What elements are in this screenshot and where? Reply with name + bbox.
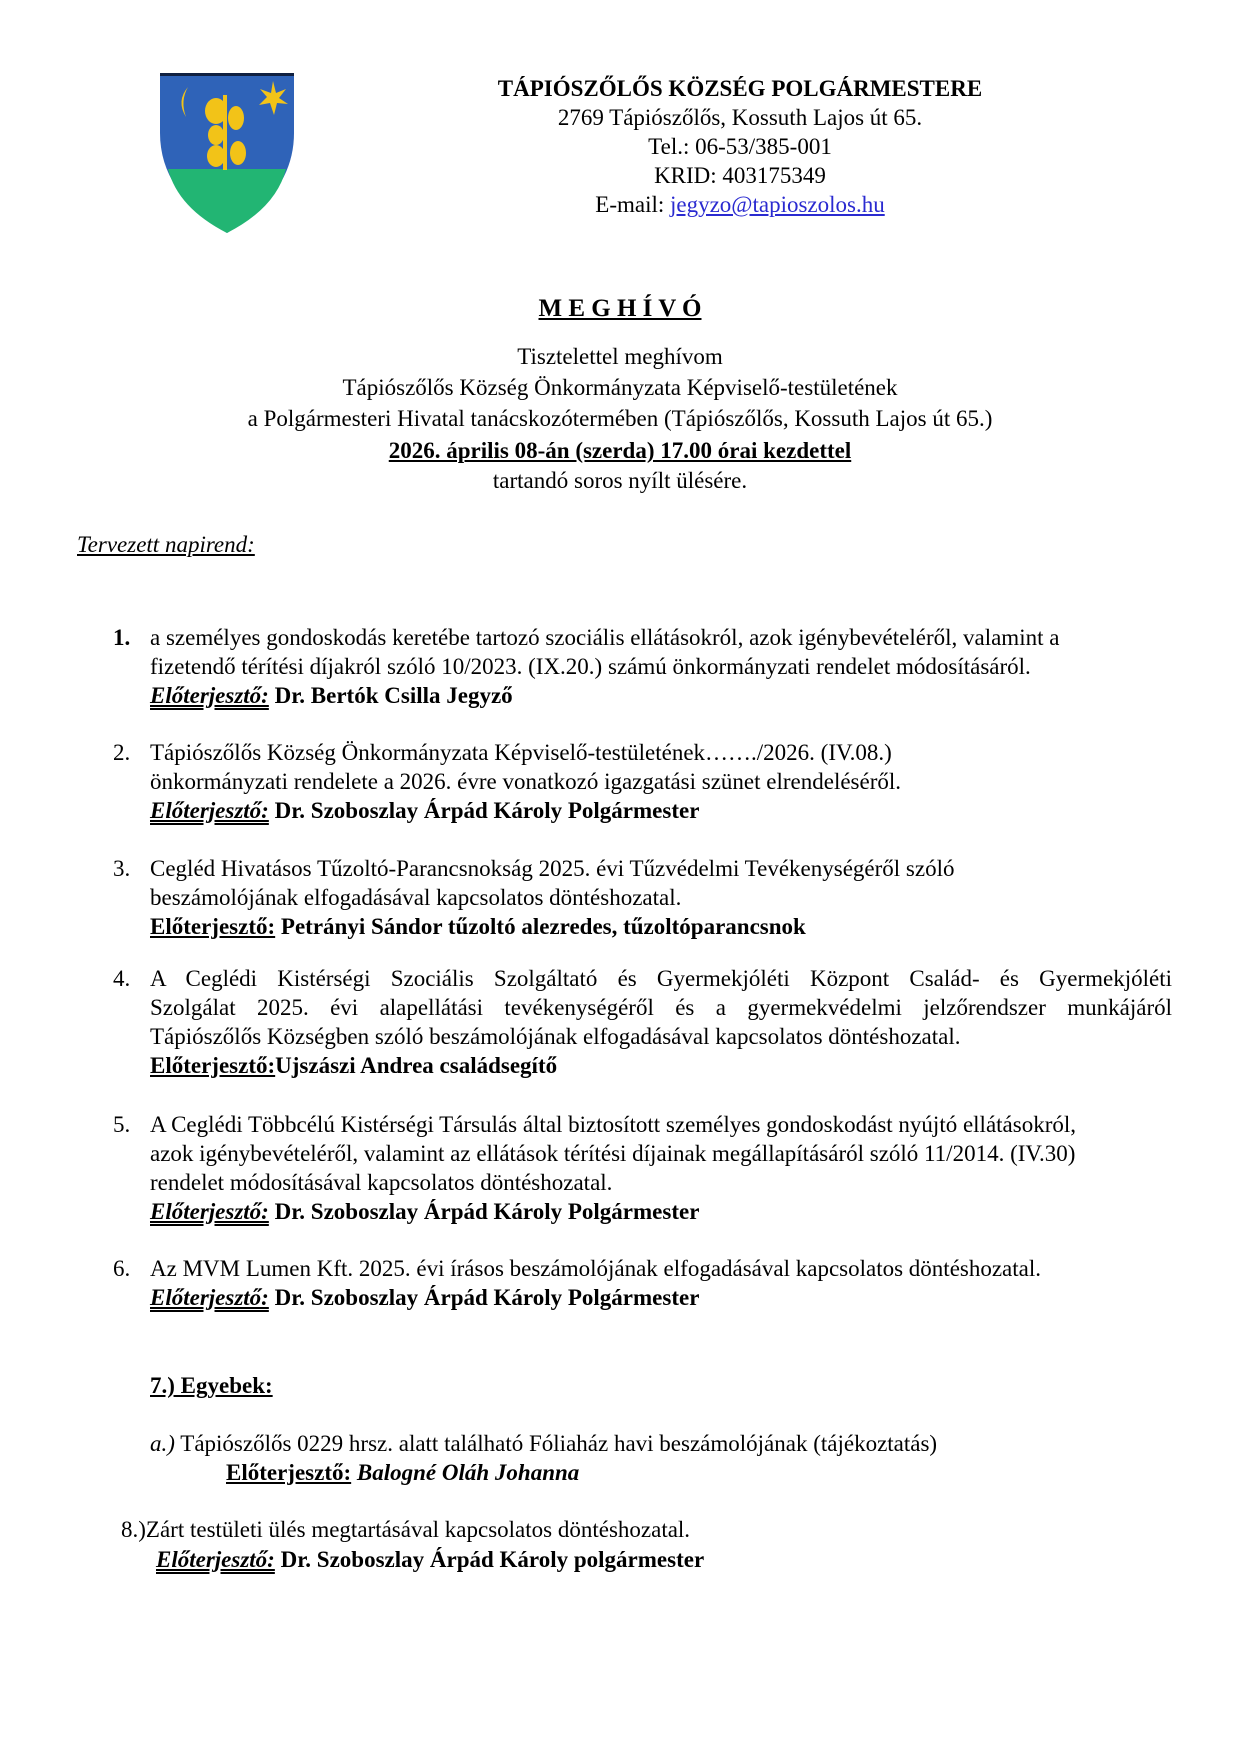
agenda-title: Tervezett napirend:	[77, 532, 255, 557]
agenda-item	[113, 1254, 1172, 1312]
agenda-item	[113, 738, 1172, 825]
presenter-name: Dr. Szoboszlay Árpád Károly polgármester	[280, 1547, 705, 1572]
other-title: 7.) Egyebek:	[150, 1373, 273, 1398]
presenter-name: Petrányi Sándor tűzoltó alezredes, tűzoltóparancsnok	[280, 914, 806, 939]
item-text: fizetendő térítési díjakról szóló 10/2023. (IX.20.) számú önkormányzati rendelet módosításáról.	[150, 654, 1031, 679]
item-text: a személyes gondoskodás keretébe tartozó szociális ellátásokról, azok igénybevételéről, valamint a	[150, 625, 1060, 650]
presenter-name: Dr. Szoboszlay Árpád Károly Polgármester	[274, 798, 700, 823]
presenter-label: Előterjesztő:	[150, 1053, 276, 1078]
item-text: A Ceglédi Kistérségi Szociális Szolgáltató és Gyermekjóléti Központ Család- és Gyermekjóléti	[150, 966, 1172, 991]
document-title: M E G H Í V Ó	[538, 295, 702, 322]
coat-of-arms-icon	[158, 73, 296, 235]
item-text: Cegléd Hivatásos Tűzoltó-Parancsnokság 2025. évi Tűzvédelmi Tevékenységéről szóló	[150, 856, 955, 881]
item-number: 5.	[113, 1112, 131, 1137]
item-text: A Ceglédi Többcélú Kistérségi Társulás által biztosított személyes gondoskodást nyújtó ellátásokról,	[150, 1112, 1077, 1137]
item-number: 1.	[113, 625, 131, 650]
invite-line: a Polgármesteri Hivatal tanácskozótermében (Tápiószőlős, Kossuth Lajos út 65.)	[247, 406, 993, 431]
invite-line: Tisztelettel meghívom	[517, 344, 723, 369]
email-label: E-mail:	[595, 192, 670, 217]
agenda-item	[113, 964, 1172, 1080]
presenter-name: Ujszászi Andrea családsegítő	[275, 1053, 558, 1078]
item-number: 2.	[113, 740, 131, 765]
presenter-label: Előterjesztő:	[150, 683, 269, 708]
presenter-label: Előterjesztő:	[150, 798, 269, 823]
meeting-date: 2026. április 08-án (szerda) 17.00 órai kezdettel	[388, 438, 852, 463]
agenda-item	[113, 1110, 1172, 1226]
presenter-label: Előterjesztő:	[150, 1285, 269, 1310]
email-line	[440, 190, 1040, 219]
item-text: Tápiószőlős Községben szóló beszámolójának elfogadásával kapcsolatos döntéshozatal.	[150, 1024, 961, 1049]
item-number: 3.	[113, 856, 131, 881]
item-8-presenter	[156, 1545, 704, 1574]
email-link[interactable]: jegyzo@tapioszolos.hu	[670, 192, 885, 217]
item-number: 6.	[113, 1256, 131, 1281]
invite-line: Tápiószőlős Község Önkormányzata Képviselő-testületének	[342, 375, 898, 400]
address: 2769 Tápiószőlős, Kossuth Lajos út 65.	[557, 105, 923, 130]
phone: Tel.: 06-53/385-001	[648, 134, 832, 159]
item-text: önkormányzati rendelete a 2026. évre vonatkozó igazgatási szünet elrendeléséről.	[150, 769, 902, 794]
presenter-name: Dr. Bertók Csilla Jegyző	[274, 683, 513, 708]
item-number: 4.	[113, 966, 131, 991]
krid: KRID: 403175349	[654, 163, 826, 188]
presenter-name: Balogné Oláh Johanna	[356, 1460, 580, 1485]
invite-after: tartandó soros nyílt ülésére.	[492, 468, 748, 493]
item-text: beszámolójának elfogadásával kapcsolatos döntéshozatal.	[150, 885, 682, 910]
subitem-presenter	[226, 1458, 579, 1487]
presenter-label: Előterjesztő:	[150, 1199, 269, 1224]
item-text: Az MVM Lumen Kft. 2025. évi írásos beszámolójának elfogadásával kapcsolatos döntéshozatal.	[150, 1256, 1042, 1281]
item-text: Szolgálat 2025. évi alapellátási tevékenységéről és a gyermekvédelmi jelzőrendszer munkájáról	[150, 995, 1172, 1020]
agenda-item	[113, 623, 1172, 710]
subitem-number: a.)	[150, 1431, 175, 1456]
item-8-text: 8.)Zárt testületi ülés megtartásával kapcsolatos döntéshozatal.	[121, 1517, 691, 1542]
presenter-name: Dr. Szoboszlay Árpád Károly Polgármester	[274, 1199, 700, 1224]
item-text: Tápiószőlős Község Önkormányzata Képviselő-testületének……./2026. (IV.08.)	[150, 740, 892, 765]
agenda-item	[113, 854, 1172, 941]
office-title: TÁPIÓSZŐLŐS KÖZSÉG POLGÁRMESTERE	[497, 76, 983, 101]
item-text: rendelet módosításával kapcsolatos döntéshozatal.	[150, 1170, 613, 1195]
presenter-label: Előterjesztő:	[226, 1460, 352, 1485]
presenter-name: Dr. Szoboszlay Árpád Károly Polgármester	[274, 1285, 700, 1310]
other-subitem	[150, 1429, 937, 1458]
subitem-text: Tápiószőlős 0229 hrsz. alatt található Fóliaház havi beszámolójának (tájékoztatás)	[180, 1431, 938, 1456]
item-text: azok igénybevételéről, valamint az ellátások térítési díjainak megállapításáról szóló 11/2014. (IV.30)	[150, 1141, 1076, 1166]
presenter-label: Előterjesztő:	[150, 914, 276, 939]
presenter-label: Előterjesztő:	[156, 1547, 275, 1572]
